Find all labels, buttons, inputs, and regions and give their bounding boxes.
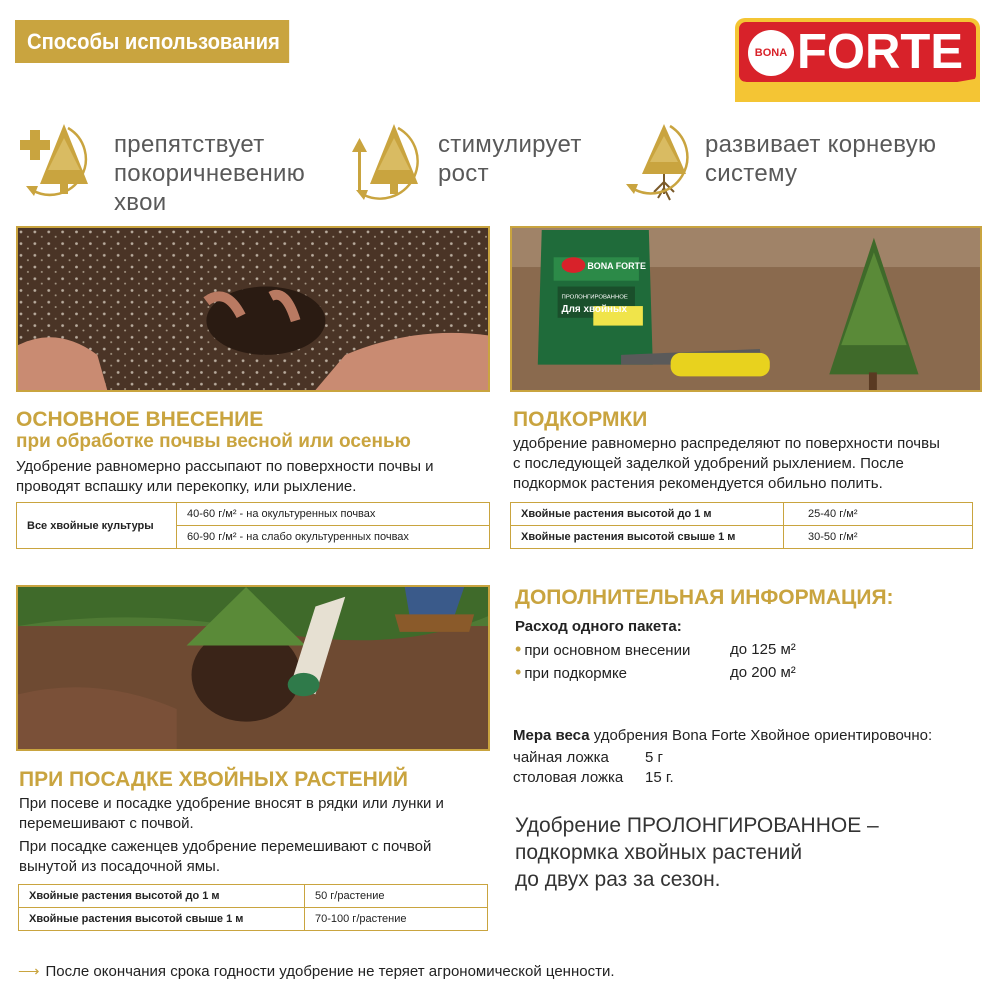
measure-bold: Мера веса (513, 727, 590, 744)
measure-rest: удобрения Bona Forte Хвойное ориентировочно: (589, 727, 933, 744)
tree-arrow-up-icon (348, 118, 430, 210)
feeding-title: ПОДКОРМКИ (513, 408, 648, 431)
bona-forte-logo (735, 18, 980, 102)
basic-text (16, 457, 434, 497)
usage-label: при основном внесении (524, 642, 691, 659)
usage-label: при подкормке (524, 665, 628, 682)
planting-rates-table (18, 884, 488, 931)
benefit-line: хвои (114, 189, 167, 216)
planting-text-line: При посадке саженцев удобрение перемешивают с почвой (19, 838, 432, 855)
package-brand: BONA FORTE (587, 261, 646, 271)
prolonged-line: Удобрение ПРОЛОНГИРОВАННОЕ – (515, 814, 879, 837)
bullet-icon: • (515, 639, 522, 659)
measure-label: столовая ложка (513, 769, 624, 786)
photo-soil-hands (16, 226, 490, 392)
photo-package-tree (510, 226, 982, 392)
usage-value: до 200 м² (730, 664, 796, 681)
table-label-cell: Хвойные растения высотой свыше 1 м (19, 908, 305, 931)
table-cell: 50 г/растение (305, 885, 488, 908)
planting-title: ПРИ ПОСАДКЕ ХВОЙНЫХ РАСТЕНИЙ (19, 768, 408, 791)
usage-title: Расход одного пакета: (515, 618, 682, 635)
basic-subtitle: при обработке почвы весной или осенью (16, 431, 411, 452)
table-row (511, 503, 973, 526)
table-label-cell: Хвойные растения высотой до 1 м (511, 503, 784, 526)
basic-rates-table (16, 502, 490, 549)
feeding-text-line: подкормок растения рекомендуется обильно полить. (513, 475, 883, 492)
feeding-rates-table (510, 502, 973, 549)
logo-forte-text: FORTE (797, 25, 964, 79)
table-row (19, 908, 488, 931)
benefit-line: препятствует (114, 131, 265, 158)
benefit-line: стимулирует (438, 131, 582, 158)
section-title-banner: Способы использования (15, 20, 289, 63)
package-prolonged: ПРОЛОНГИРОВАННОЕ (561, 294, 628, 301)
planting-para-2 (19, 837, 431, 877)
measure-value: 5 г (645, 749, 663, 766)
tree-plus-icon (18, 118, 100, 210)
feeding-text (513, 434, 940, 494)
bullet-icon: • (515, 662, 522, 682)
table-label-cell: Все хвойные культуры (17, 503, 177, 549)
planting-para-1 (19, 794, 444, 834)
prolonged-line: подкормка хвойных растений (515, 841, 803, 864)
prolonged-line: до двух раз за сезон. (515, 868, 721, 891)
measure-value: 15 г. (645, 769, 674, 786)
logo-bona-text: BONA (748, 30, 794, 76)
measure-label: чайная ложка (513, 749, 609, 766)
table-row (19, 885, 488, 908)
table-cell: 25-40 г/м² (784, 503, 973, 526)
table-cell: 30-50 г/м² (784, 526, 973, 549)
usage-row (515, 638, 690, 662)
table-cell: 70-100 г/растение (305, 908, 488, 931)
benefit-line: рост (438, 160, 489, 187)
basic-text-line: Удобрение равномерно рассыпают по поверхности почвы и (16, 458, 434, 475)
footer-note-text: После окончания срока годности удобрение не теряет агрономической ценности. (45, 963, 615, 980)
footer-note (18, 962, 615, 980)
table-cell: 40-60 г/м² - на окультуренных почвах (177, 503, 490, 526)
table-row (511, 526, 973, 549)
benefit-text-3 (705, 130, 936, 188)
basic-text-line: проводят вспашку или перекопку, или рыхление. (16, 478, 357, 495)
table-label-cell: Хвойные растения высотой свыше 1 м (511, 526, 784, 549)
benefit-line: систему (705, 160, 798, 187)
feeding-text-line: удобрение равномерно распределяют по поверхности почвы (513, 435, 940, 452)
benefit-text-2 (438, 130, 582, 188)
package-label: Для хвойных (561, 303, 628, 315)
extra-title: ДОПОЛНИТЕЛЬНАЯ ИНФОРМАЦИЯ: (515, 586, 894, 609)
feeding-text-line: с последующей заделкой удобрений рыхлением. После (513, 455, 904, 472)
planting-text-line: вынутой из посадочной ямы. (19, 858, 220, 875)
prolonged-note (515, 812, 879, 893)
benefit-line: развивает корневую (705, 131, 937, 158)
measure-title (513, 724, 932, 747)
planting-text-line: При посеве и посадке удобрение вносят в рядки или лунки и (19, 795, 444, 812)
benefit-text-1 (114, 130, 305, 217)
basic-title: ОСНОВНОЕ ВНЕСЕНИЕ (16, 408, 264, 431)
tree-roots-icon (622, 118, 704, 210)
table-label-cell: Хвойные растения высотой до 1 м (19, 885, 305, 908)
arrow-right-icon: ⟶ (18, 963, 40, 980)
benefit-line: покоричневению (114, 160, 306, 187)
usage-value: до 125 м² (730, 641, 796, 658)
usage-row (515, 661, 627, 685)
table-row (17, 503, 490, 526)
photo-planting (16, 585, 490, 751)
planting-text-line: перемешивают с почвой. (19, 815, 194, 832)
table-cell: 60-90 г/м² - на слабо окультуренных почвах (177, 526, 490, 549)
